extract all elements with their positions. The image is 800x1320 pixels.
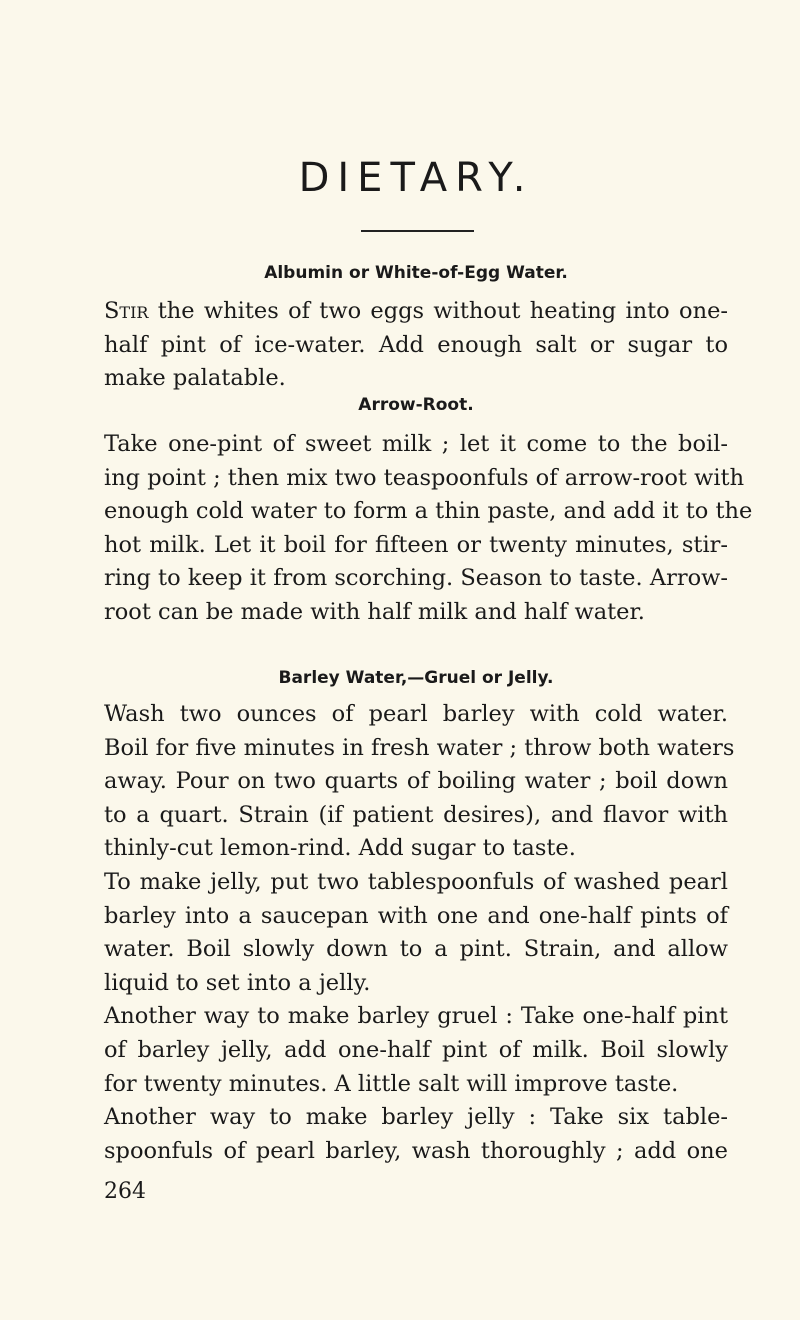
paragraph-albumin	[104, 295, 728, 396]
text-line: liquid to set into a jelly.	[104, 969, 371, 996]
text-line: enough cold water to form a thin paste, and add it to the	[104, 498, 753, 525]
text-line: ring to keep it from scorching. Season to taste. Arrow-	[104, 565, 728, 592]
text-line: make palatable.	[104, 365, 286, 392]
text-line: Another way to make barley jelly : Take six table-	[104, 1104, 728, 1131]
text-line: half pint of ice-water. Add enough salt or sugar to	[104, 331, 728, 358]
text-line: for twenty minutes. A little salt will improve taste.	[104, 1070, 679, 1097]
section-heading-barley-water: Barley Water,—Gruel or Jelly.	[278, 668, 554, 688]
text-line: Another way to make barley gruel : Take one-half pint	[104, 1003, 728, 1030]
text-line: Take one-pint of sweet milk ; let it come to the boil-	[104, 431, 728, 457]
section-heading-arrow-root: Arrow-Root.	[358, 395, 474, 415]
text-line: To make jelly, put two tablespoonfuls of washed pearl	[104, 868, 728, 895]
text-line: to a quart. Strain (if patient desires), and flavor with	[104, 801, 728, 828]
page-number: 264	[104, 1179, 146, 1204]
text-line: water. Boil slowly down to a pint. Strain, and allow	[104, 936, 728, 963]
text-line: away. Pour on two quarts of boiling water ; boil down	[104, 768, 728, 795]
lead-word: Stir	[104, 298, 149, 324]
text-line: hot milk. Let it boil for fifteen or twenty minutes, stir-	[104, 531, 728, 558]
text-line: Stir the whites of two eggs without heating into one-	[104, 298, 728, 324]
paragraph-barley-water	[104, 698, 735, 1168]
text-line: spoonfuls of pearl barley, wash thoroughly ; add one	[104, 1137, 728, 1164]
text-line: root can be made with half milk and half water.	[104, 598, 645, 625]
text-line: of barley jelly, add one-half pint of milk. Boil slowly	[104, 1036, 728, 1063]
text-line: barley into a saucepan with one and one-half pints of	[104, 902, 728, 929]
text-line: Boil for five minutes in fresh water ; throw both waters	[104, 734, 735, 761]
page-title: DIETARY.	[298, 155, 534, 201]
text-line: ing point ; then mix two teaspoonfuls of arrow-root with	[104, 464, 745, 491]
text-line: thinly-cut lemon-rind. Add sugar to taste.	[104, 835, 576, 862]
paragraph-arrow-root	[104, 428, 753, 630]
text-line: Wash two ounces of pearl barley with cold water.	[104, 701, 728, 727]
title-divider	[361, 230, 474, 232]
section-heading-albumin: Albumin or White-of-Egg Water.	[264, 263, 568, 283]
